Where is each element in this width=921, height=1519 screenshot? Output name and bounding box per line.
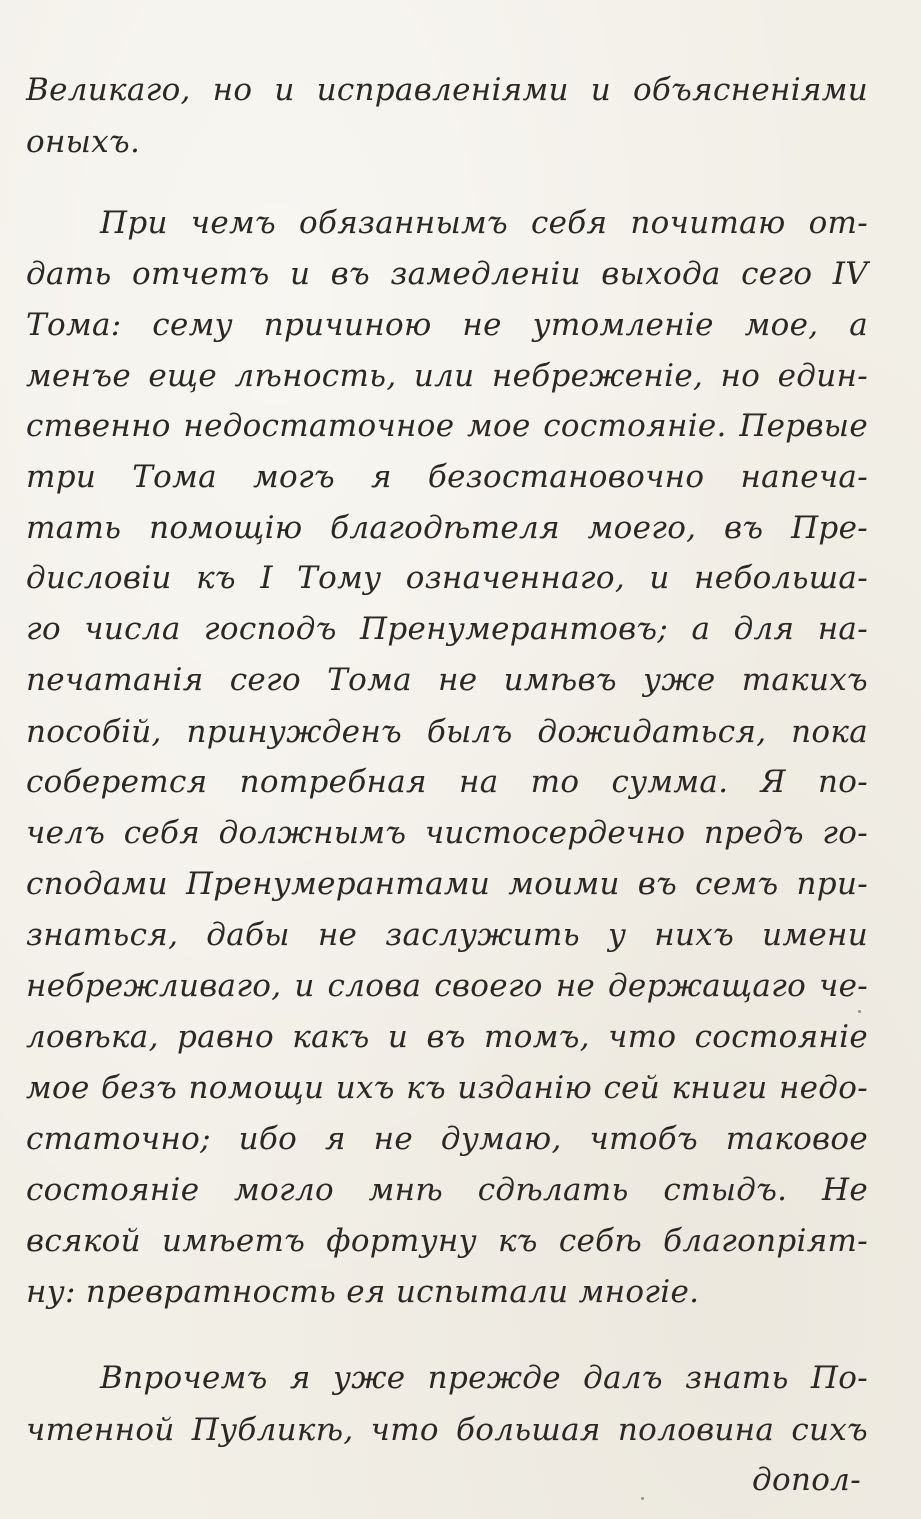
text-line: менъе еще лѣность, или небреженіе, но един- bbox=[26, 358, 868, 394]
text-line: всякой имѣетъ фортуну къ себѣ благопріят- bbox=[26, 1223, 868, 1259]
text-line: Тома: сему причиною не утомленіе мое, а bbox=[26, 307, 868, 343]
text-line: состояніе могло мнѣ сдѣлать стыдъ. Не bbox=[26, 1172, 868, 1208]
text-line: Впрочемъ я уже прежде далъ знать По- bbox=[100, 1360, 868, 1396]
ink-speck bbox=[858, 1010, 861, 1013]
text-line: ну: превратность ея испытали многіе. bbox=[26, 1274, 700, 1310]
ink-speck bbox=[641, 1497, 644, 1500]
text-line: пособій, принужденъ былъ дожидаться, пока bbox=[26, 714, 868, 750]
catchword: допол- bbox=[752, 1462, 861, 1498]
text-line: дисловіи къ I Тому означеннаго, и небольша- bbox=[26, 560, 868, 596]
text-line: чтенной Публикѣ, что большая половина сихъ bbox=[26, 1412, 868, 1448]
text-line: дать отчетъ и въ замедленіи выхода сего IV bbox=[26, 256, 868, 292]
text-line: соберется потребная на то сумма. Я по- bbox=[26, 764, 868, 800]
text-line: небрежливаго, и слова своего не держащаго че- bbox=[26, 968, 868, 1004]
text-line: знаться, дабы не заслужить у нихъ имени bbox=[26, 917, 868, 953]
text-line: челъ себя должнымъ чистосердечно предъ го- bbox=[26, 815, 868, 851]
text-line: Великаго, но и исправленіями и объясненіями bbox=[26, 72, 868, 108]
text-line: статочно; ибо я не думаю, чтобъ таковое bbox=[26, 1121, 868, 1157]
text-line: тать помощію благодѣтеля моего, въ Пре- bbox=[26, 510, 868, 546]
text-line: мое безъ помощи ихъ къ изданію сей книги недо- bbox=[26, 1070, 868, 1106]
text-line: При чемъ обязаннымъ себя почитаю от- bbox=[100, 205, 868, 241]
text-line: печатанія сего Тома не имѣвъ уже такихъ bbox=[26, 662, 868, 698]
text-line: три Тома могъ я безостановочно напеча- bbox=[26, 459, 868, 495]
text-line: ственно недостаточное мое состояніе. Первые bbox=[26, 408, 868, 444]
text-line: го числа господъ Пренумерантовъ; а для на- bbox=[26, 611, 868, 647]
text-line: ловѣка, равно какъ и въ томъ, что состояніе bbox=[26, 1019, 868, 1055]
text-line: сподами Пренумерантами моими въ семъ при- bbox=[26, 866, 868, 902]
text-line: оныхъ. bbox=[26, 124, 141, 160]
